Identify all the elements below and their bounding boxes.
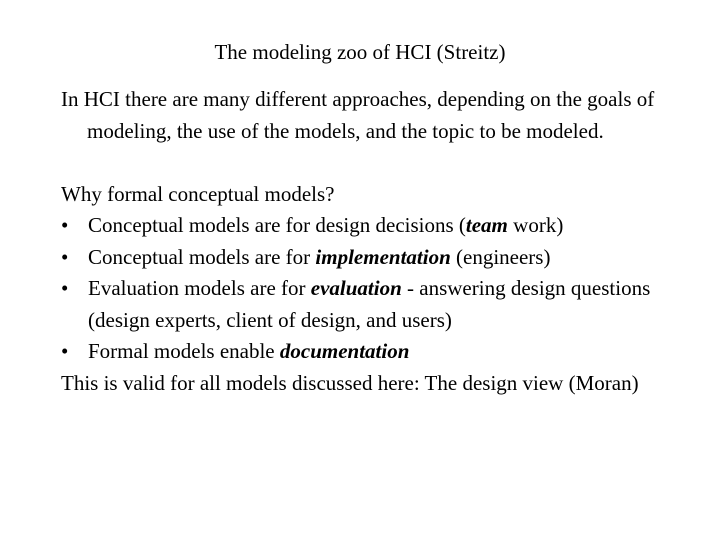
bullet-emphasis: team bbox=[465, 213, 508, 237]
bullet-emphasis: implementation bbox=[315, 244, 451, 269]
question-line: Why formal conceptual models? bbox=[61, 181, 335, 206]
closing-paragraph: This is valid for all models discussed here: The design view (Moran) bbox=[61, 370, 639, 395]
paragraph-spacer bbox=[61, 147, 671, 179]
bullet-marker: • bbox=[61, 339, 69, 363]
bullet-text-tail: - answering design questions (design experts, client of design, and users) bbox=[88, 276, 651, 332]
bullet-marker: • bbox=[61, 244, 69, 269]
bullet-text: Conceptual models are for design decisions ( bbox=[88, 213, 466, 237]
bullet-marker: • bbox=[61, 276, 69, 300]
slide-title: The modeling zoo of HCI (Streitz) bbox=[214, 40, 506, 64]
slide-body bbox=[61, 84, 671, 399]
bullet-text: Evaluation models are for bbox=[88, 276, 311, 300]
bullet-text: Formal models enable bbox=[88, 339, 280, 363]
bullet-item bbox=[61, 242, 671, 274]
bullet-item bbox=[61, 273, 671, 336]
bullet-marker: • bbox=[61, 213, 69, 237]
bullet-emphasis: documentation bbox=[279, 339, 410, 363]
bullet-emphasis: evaluation bbox=[310, 276, 402, 300]
bullet-text: Conceptual models are for bbox=[88, 244, 316, 269]
bullet-item bbox=[61, 336, 671, 368]
bullet-item bbox=[61, 210, 671, 242]
bullet-text-tail: work) bbox=[507, 213, 564, 237]
intro-paragraph: In HCI there are many different approaches, depending on the goals of modeling, the use of the models, and the topic to be modeled. bbox=[61, 87, 655, 143]
bullet-text-tail: (engineers) bbox=[450, 244, 551, 269]
